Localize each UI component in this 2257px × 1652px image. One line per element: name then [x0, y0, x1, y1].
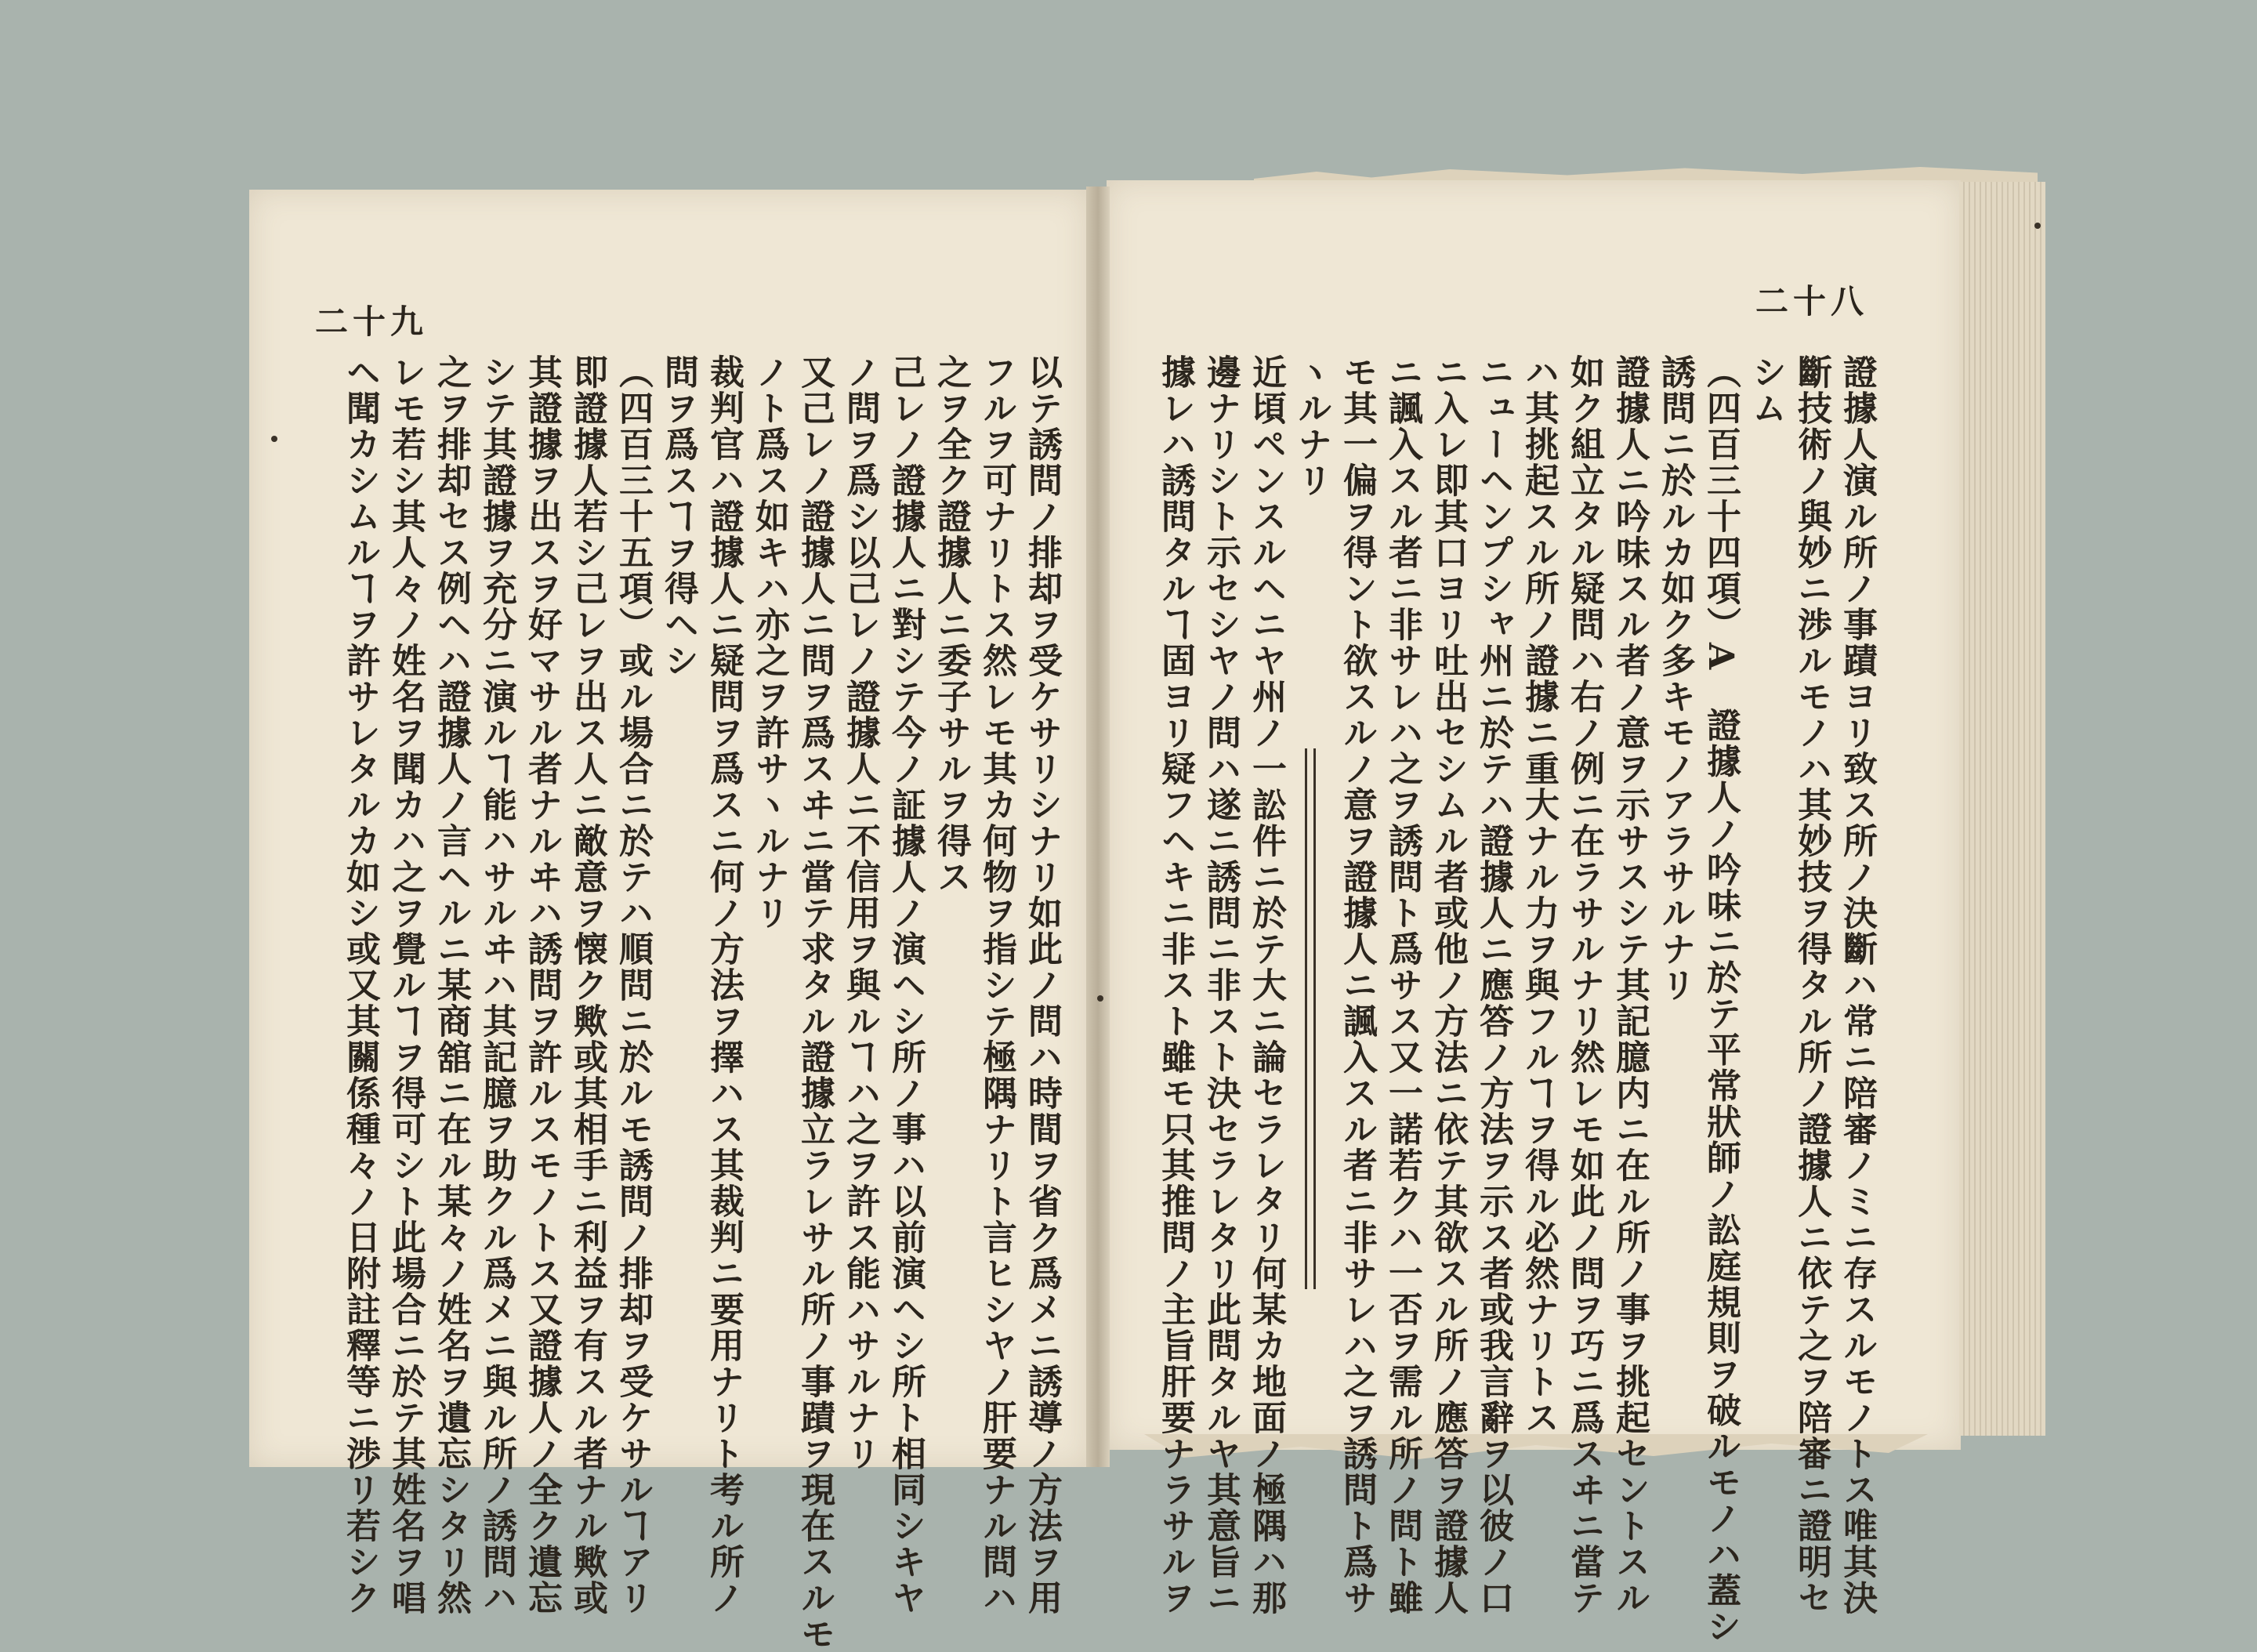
page-number-left: 二十九 [315, 303, 429, 341]
ink-dot [271, 436, 277, 442]
page-number-right: 二十八 [1755, 282, 1869, 321]
ink-dot [2034, 223, 2041, 229]
right-page-column: 如ク組立タル疑問ハ右ノ例ニ在ラサルナリ然レモ如此ノ問ヲ巧ニ爲スヰニ當テ [1564, 354, 1604, 1616]
right-page-column: 誘問ニ於ルカ如ク多キモノアラサルナリ [1655, 354, 1695, 1003]
left-page-column: 裁判官ハ證據人ニ疑問ヲ爲スニ何ノ方法ヲ擇ハス其裁判ニ要用ナリト考ル所ノ [704, 354, 744, 1616]
left-page-column: 以テ誘問ノ排却ヲ受ケサリシナリ如此ノ問ハ時間ヲ省ク爲メニ誘導ノ方法ヲ用 [1022, 354, 1062, 1616]
left-page-column: シテ其證據ヲ充分ニ演ルヿ能ハサルヰハ其記臆ヲ助クル爲メニ與ル所ノ誘問ハ [476, 354, 516, 1616]
left-page-column: 己レノ證據人ニ對シテ今ノ証據人ノ演ヘシ所ノ事ハ以前演ヘシ所ト相同シキヤ [886, 354, 926, 1616]
left-page-column: レモ若シ其人々ノ姓名ヲ聞カハ之ヲ覺ルヿヲ得可シト此場合ニ於テ其姓名ヲ唱 [386, 354, 426, 1616]
left-page-column: 其證據ヲ出スヲ好マサル者ナルヰハ誘問ヲ許ルスモノトス又證據人ノ全ク遺忘 [522, 354, 562, 1616]
section-rule [1305, 748, 1316, 1289]
left-page-column: 又己レノ證據人ニ問ヲ爲スヰニ當テ求タル證據立ラレサル所ノ事蹟ヲ現在スルモ [795, 354, 835, 1652]
right-page-column: ニューヘンプシャ州ニ於テハ證據人ニ應答ノ方法ヲ示ス者或我言辭ヲ以彼ノ口 [1473, 354, 1513, 1616]
left-page-column: ノ問ヲ爲シ以己レノ證據人ニ不信用ヲ與ルヿハ之ヲ許ス能ハサルナリ [840, 354, 880, 1472]
right-page-column: （四百三十四項）A 證據人ノ吟味ニ於テ平常狀師ノ訟庭規則ヲ破ルモノハ蓋シ [1701, 354, 1741, 1645]
left-page-column: （四百三十五項）或ル場合ニ於テハ順問ニ於ルモ誘問ノ排却ヲ受ケサルヿアリ [613, 354, 653, 1616]
right-page-column: 據レハ誘問タルヿ固ヨリ疑フヘキニ非スト雖モ只其推問ノ主旨肝要ナラサルヲ [1155, 354, 1195, 1616]
binding-hole [1097, 995, 1103, 1002]
left-page-column: ヘ聞カシムルヿヲ許サレタルカ如シ或又其關係種々ノ日附註釋等ニ渉リ若シク [340, 354, 380, 1616]
left-page-column: 之ヲ全ク證據人ニ委子サルヲ得ス [931, 354, 971, 895]
right-page-column: ハ其挑起スル所ノ證據ニ重大ナル力ヲ與フルヿヲ得ル必然ナリトス [1519, 354, 1559, 1436]
right-page-column: 邊ナリシト示セシヤノ問ハ遂ニ誘問ニ非スト決セラレタリ此問タルヤ其意旨ニ [1201, 354, 1241, 1616]
left-page-column: 之ヲ排却セス例ヘハ證據人ノ言ヘルニ某商舘ニ在ル某々ノ姓名ヲ遺忘シタリ然 [431, 354, 471, 1616]
right-page-column: ヽルナリ [1292, 354, 1331, 498]
right-page-column: 證據人演ル所ノ事蹟ヨリ致ス所ノ決斷ハ常ニ陪審ノミニ存スルモノトス唯其決 [1837, 354, 1877, 1616]
right-page-column: シム [1746, 354, 1786, 426]
right-page-column: 斷技術ノ與妙ニ渉ルモノハ其妙技ヲ得タル所ノ證據人ニ依テ之ヲ陪審ニ證明セ [1791, 354, 1831, 1616]
page-edge-stack [1959, 182, 2045, 1436]
left-page-column: フルヲ可ナリトス然レモ其カ何物ヲ指シテ極隅ナリト言ヒシヤノ肝要ナル問ハ [976, 354, 1016, 1616]
right-page-column: モ其一偏ヲ得ント欲スルノ意ヲ證據人ニ諷入スル者ニ非サレハ之ヲ誘問ト爲サ [1337, 354, 1377, 1616]
right-page-column: ニ入レ即其口ヨリ吐出セシムル者或他ノ方法ニ依テ其欲スル所ノ應答ヲ證據人 [1428, 354, 1468, 1616]
left-page-column: ノト爲ス如キハ亦之ヲ許サヽルナリ [749, 354, 789, 931]
right-page-column: 證據人ニ吟味スル者ノ意ヲ示サスシテ其記臆内ニ在ル所ノ事ヲ挑起セントスル [1610, 354, 1650, 1616]
left-page-column: 問ヲ爲スヿヲ得ヘシ [658, 354, 698, 679]
left-page-column: 即證據人若シ己レヲ出ス人ニ敵意ヲ懐ク歟或其相手ニ利益ヲ有スル者ナル歟或 [567, 354, 607, 1616]
book-gutter [1086, 187, 1110, 1467]
right-page-column: ニ諷入スル者ニ非サレハ之ヲ誘問ト爲サス又一諾若クハ一否ヲ需ル所ノ問ト雖 [1382, 354, 1422, 1616]
right-page-column: 近頃ペンスルヘニヤ州ノ一訟件ニ於テ大ニ論セラレタリ何某カ地面ノ極隅ハ那 [1246, 354, 1286, 1616]
